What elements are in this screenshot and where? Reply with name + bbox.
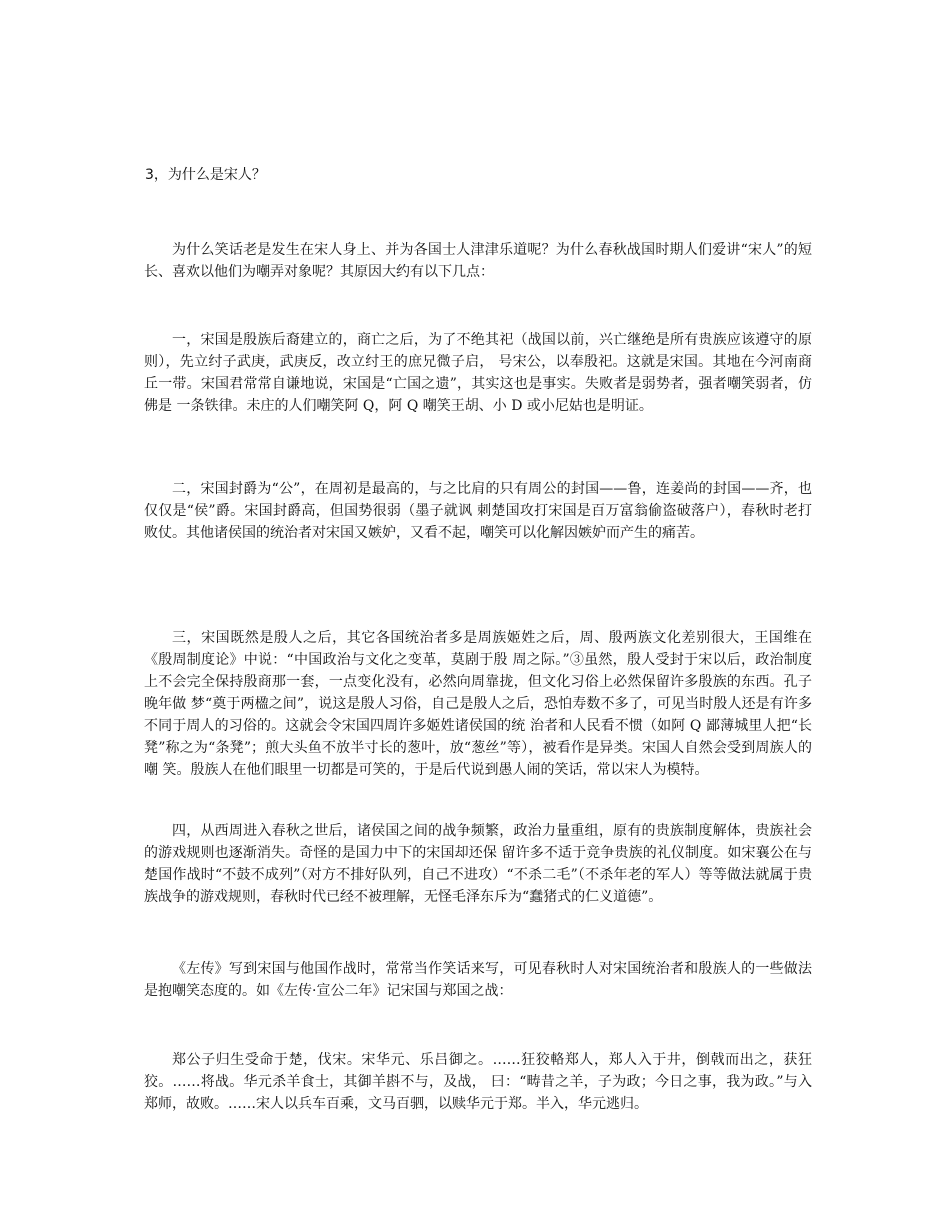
paragraph-point-four: 四，从西周进入春秋之世后，诸侯国之间的战争频繁，政治力量重组，原有的贵族制度解体，贵族社会的游戏规则也逐渐消失。奇怪的是国力中下的宋国却还保 留许多不适于竞争贵族的礼仪制度。如宋襄公在与楚国作战时“不鼓不成列”（对方不排好队列，自己不进攻）“不杀二毛”（不杀年老的军人）等等做法就属于贵 族战争的游戏规则，春秋时代已经不被理解，无怪毛泽东斥为“蠢猪式的仁义道德”。 [144,823,812,905]
paragraph-point-two: 二，宋国封爵为“公”，在周初是最高的，与之比肩的只有周公的封国——鲁，连姜尚的封国——齐，也仅仅是“侯”爵。宋国封爵高，但国势很弱（墨子就讽 刺楚国攻打宋国是百万富翁偷盗破落户），春秋时老打败仗。其他诸侯国的统治者对宋国又嫉妒，又看不起，嘲笑可以化解因嫉妒而产生的痛苦。 [144,481,812,541]
paragraph-zuozhuan-intro: 《左传》写到宋国与他国作战时，常常当作笑话来写，可见春秋时人对宋国统治者和殷族人的一些做法是抱嘲笑态度的。如《左传·宣公二年》记宋国与郑国之战： [144,961,812,999]
paragraph-point-three: 三，宋国既然是殷人之后，其它各国统治者多是周族姬姓之后，周、殷两族文化差别很大，王国维在《殷周制度论》中说：“中国政治与文化之变革，莫剧于殷 周之际。”③虽然，殷人受封于宋以后，政治制度上不会完全保持殷商那一套，一点变化没有，必然向周靠拢，但文化习俗上必然保留许多殷族的东西。孔子晚年做 梦“奠于两楹之间”，说这是殷人习俗，自己是殷人之后，恐怕寿数不多了，可见当时殷人还是有许多不同于周人的习俗的。这就会令宋国四周许多姬姓诸侯国的统 治者和人民看不惯（如阿 Q 鄙薄城里人把“长凳”称之为“条凳”；煎大头鱼不放半寸长的葱叶，放“葱丝”等），被看作是异类。宋国人自然会受到周族人的嘲 笑。殷族人在他们眼里一切都是可笑的，于是后代说到愚人闹的笑话，常以宋人为模特。 [144,630,812,778]
paragraph-zuozhuan-quote: 郑公子归生受命于楚，伐宋。宋华元、乐吕御之。……狂狡輅郑人，郑人入于井，倒戟而出之，获狂狡。……将战。华元杀羊食士，其御羊斟不与，及战， 曰：“畴昔之羊，子为政；今日之事，我为政。”与入郑师，故败。……宋人以兵车百乘，文马百驷，以赎华元于郑。半入，华元逃归。 [144,1052,812,1112]
section-heading: 3，为什么是宋人？ [145,167,266,183]
paragraph-point-one: 一，宋国是殷族后裔建立的，商亡之后，为了不绝其祀（战国以前，兴亡继绝是所有贵族应该遵守的原则），先立纣子武庚，武庚反，改立纣王的庶兄微子启， 号宋公，以奉殷祀。这就是宋国。其地在今河南商丘一带。宋国君常常自谦地说，宋国是“亡国之遗”，其实这也是事实。失败者是弱势者，强者嘲笑弱者，仿佛是 一条铁律。未庄的人们嘲笑阿 Q，阿 Q 嘲笑王胡、小 D 或小尼姑也是明证。 [144,332,812,414]
paragraph-intro: 为什么笑话老是发生在宋人身上、并为各国士人津津乐道呢？为什么春秋战国时期人们爱讲“宋人”的短长、喜欢以他们为嘲弄对象呢？其原因大约有以下几点： [144,242,812,280]
